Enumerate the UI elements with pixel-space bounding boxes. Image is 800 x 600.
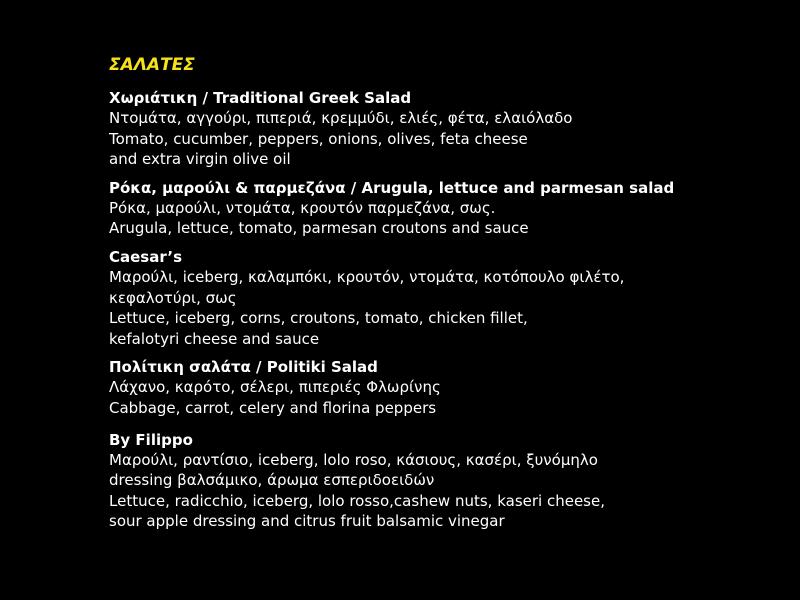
item-description-line: Arugula, lettuce, tomato, parmesan croutons and sauce <box>109 219 529 238</box>
section-title: ΣΑΛΑΤΕΣ <box>109 55 195 75</box>
item-description-line: Lettuce, radicchio, iceberg, lolo rosso,cashew nuts, kaseri cheese, <box>109 491 605 510</box>
item-title: By Filippo <box>109 430 193 449</box>
item-description-line: kefalotyri cheese and sauce <box>109 329 320 348</box>
item-title: Πολίτικη σαλάτα / Politiki Salad <box>109 358 378 377</box>
item-description-line: Lettuce, iceberg, corns, croutons, tomato, chicken fillet, <box>109 309 528 328</box>
menu-item-arugula-salad <box>109 178 749 239</box>
item-title: Caesar’s <box>109 247 183 266</box>
menu-item-caesars-salad <box>109 247 749 349</box>
item-description-line: Μαρούλι, iceberg, καλαμπόκι, κρουτόν, ντομάτα, κοτόπουλο φιλέτο, <box>109 267 625 286</box>
item-title: Ρόκα, μαρούλι & παρμεζάνα / Arugula, lettuce and parmesan salad <box>109 178 675 197</box>
item-description-line: κεφαλοτύρι, σως <box>109 288 237 307</box>
menu-item-greek-salad <box>109 88 749 170</box>
salad-menu <box>109 54 749 540</box>
item-description-line: sour apple dressing and citrus fruit balsamic vinegar <box>109 512 505 531</box>
item-description-line: Μαρούλι, ραντίσιο, iceberg, lolo roso, κάσιους, κασέρι, ξυνόμηλο <box>109 450 598 469</box>
item-title: Χωριάτικη / Traditional Greek Salad <box>109 89 412 107</box>
item-description-line: Cabbage, carrot, celery and florina peppers <box>109 398 437 417</box>
item-description-line: Λάχανο, καρότο, σέλερι, πιπεριές Φλωρίνης <box>109 378 441 397</box>
menu-item-politiki-salad <box>109 357 749 418</box>
item-description-line: and extra virgin olive oil <box>109 150 291 169</box>
item-description-line: Tomato, cucumber, peppers, onions, olives, feta cheese <box>109 129 528 148</box>
item-description-line: dressing βαλσάμικο, άρωμα εσπεριδοειδών <box>109 471 435 490</box>
item-description-line: Ντομάτα, αγγούρι, πιπεριά, κρεμμύδι, ελιές, φέτα, ελαιόλαδο <box>109 109 573 127</box>
menu-item-by-filippo-salad <box>109 430 749 532</box>
item-description-line: Ρόκα, μαρούλι, ντομάτα, κρουτόν παρμεζάνα, σως. <box>109 198 496 217</box>
